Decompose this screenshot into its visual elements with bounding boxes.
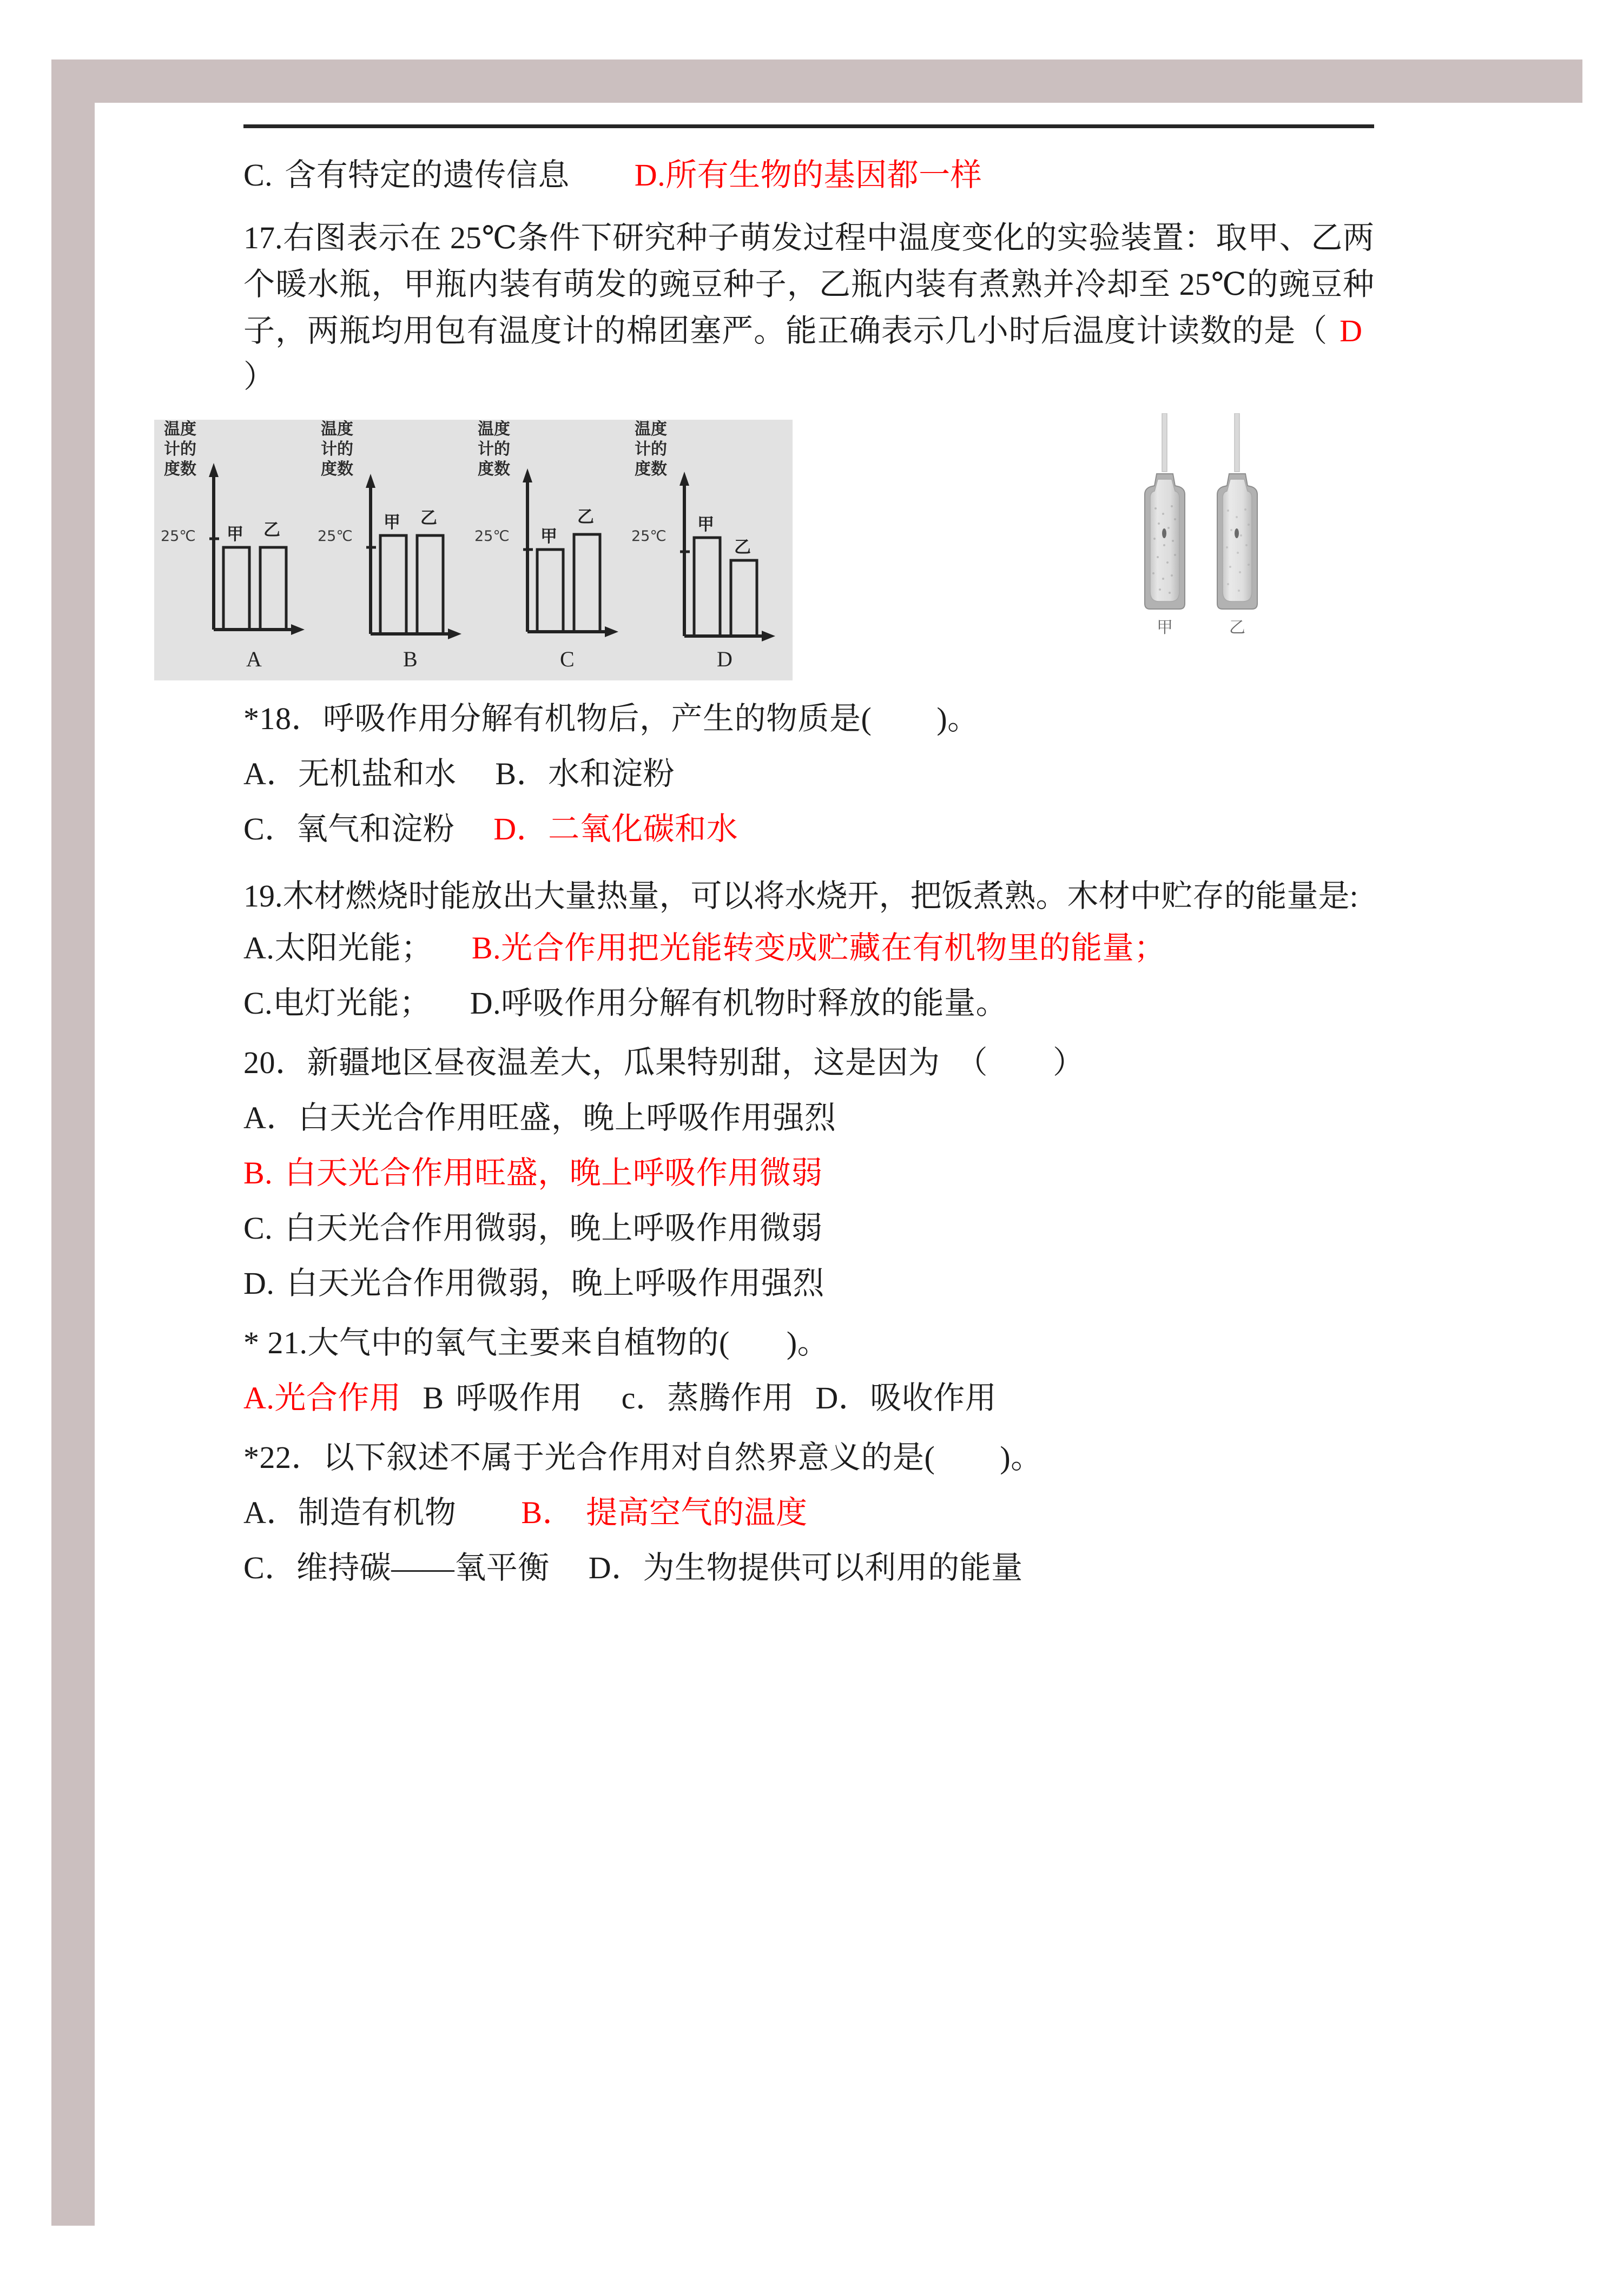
chart-c-bar-jia-label: 甲 xyxy=(540,527,557,547)
chart-d-plot xyxy=(630,413,790,674)
chart-b-bar-yi-label: 乙 xyxy=(420,508,437,528)
q16-option-d-text: 所有生物的基因都一样 xyxy=(665,157,982,193)
q18-option-d-text: 二氧化碳和水 xyxy=(548,811,738,847)
chart-b-plot xyxy=(316,413,476,674)
q18-options-ab xyxy=(243,758,1380,790)
chart-b-bar-jia-label: 甲 xyxy=(384,513,400,533)
q22-option-d-text: 为生物提供可以利用的能量 xyxy=(643,1550,1023,1586)
q21-stem: * 21.大气中的氧气主要来自植物的( )。 xyxy=(243,1325,829,1361)
chart-d-bar-jia-label: 甲 xyxy=(697,515,714,535)
chart-a-tick-25c: 25℃ xyxy=(161,528,196,545)
chart-a-bar-yi-label: 乙 xyxy=(263,520,280,540)
q17-answer: D xyxy=(1340,313,1362,348)
q18-options-cd xyxy=(243,813,1380,845)
q17-stem-text: 17.右图表示在 25℃条件下研究种子萌发过程中温度变化的实验装置：取甲、乙两个暖水瓶，甲瓶内装有萌发的豌豆种子，乙瓶内装有煮熟并冷却至 25℃的豌豆种子，两瓶均用包有温度计的棉团塞严。能正确表示几小时后温度计读数的是（ xyxy=(243,220,1374,348)
q19-option-b-text: 光合作用把光能转变成贮藏在有机物里的能量； xyxy=(501,930,1166,966)
q20-option-c xyxy=(243,1210,1380,1246)
q18-option-b-text: 水和淀粉 xyxy=(548,756,675,792)
q19-option-a-label: A. xyxy=(243,930,275,966)
q22-option-a-label: A． xyxy=(243,1495,298,1531)
chart-a xyxy=(160,413,319,674)
chart-c-axis-caption: 温度 计的 度数 xyxy=(478,420,510,479)
svg-text:甲: 甲 xyxy=(1157,618,1173,638)
q18-option-a-text: 无机盐和水 xyxy=(298,756,457,792)
q20-option-c-text: 白天光合作用微弱，晚上呼吸作用微弱 xyxy=(285,1210,823,1246)
q20-option-b xyxy=(243,1157,1380,1189)
q20-option-d-text: 白天光合作用微弱，晚上呼吸作用强烈 xyxy=(286,1266,824,1301)
chart-c-bar-yi-label: 乙 xyxy=(577,507,594,527)
chart-b xyxy=(316,413,476,674)
q16-option-d-label: D. xyxy=(634,157,666,193)
q18-stem: *18．呼吸作用分解有机物后，产生的物质是( )。 xyxy=(243,701,979,737)
header-rule xyxy=(243,124,1374,128)
q22-options-ab xyxy=(243,1497,1380,1529)
chart-d-tick-25c: 25℃ xyxy=(631,528,667,545)
chart-d xyxy=(630,413,790,674)
thermos-flasks-illustration xyxy=(1125,413,1288,684)
q22-option-d-label: D． xyxy=(588,1550,643,1586)
q21-option-d-text: 吸收作用 xyxy=(870,1380,997,1416)
q21-option-d-label: D． xyxy=(815,1380,870,1416)
q22-option-c-text: 维持碳——氧平衡 xyxy=(296,1550,550,1586)
q19-option-d-text: 呼吸作用分解有机物时释放的能量。 xyxy=(501,985,1008,1021)
q22-option-b-text: 提高空气的温度 xyxy=(586,1495,808,1531)
q19-option-d-label: D. xyxy=(470,985,502,1021)
chart-d-axis-caption: 温度 计的 度数 xyxy=(635,420,667,479)
q20-option-b-text: 白天光合作用旺盛，晚上呼吸作用微弱 xyxy=(285,1155,823,1191)
q18-option-b-label: B． xyxy=(495,756,549,792)
q19-option-a-text: 太阳光能； xyxy=(274,930,433,966)
q21-option-b-text: 呼吸作用 xyxy=(456,1380,583,1416)
q20-option-c-label: C. xyxy=(243,1210,273,1246)
q18-option-a-label: A． xyxy=(243,756,298,792)
q18-option-d-label: D． xyxy=(493,811,549,847)
chart-b-axis-caption: 温度 计的 度数 xyxy=(321,420,353,479)
q17-stem-tail: ） xyxy=(243,359,275,395)
q20-option-a-text: 白天光合作用旺盛，晚上呼吸作用强烈 xyxy=(298,1100,836,1136)
chart-c-letter: C xyxy=(560,647,575,672)
q18-option-c-label: C． xyxy=(243,811,296,847)
chart-c xyxy=(473,413,633,674)
q17-figure xyxy=(154,413,1290,689)
q19-options-ab xyxy=(243,932,1380,964)
q21-option-a-label: A. xyxy=(243,1380,275,1416)
q21-options xyxy=(243,1382,1380,1414)
document-content xyxy=(161,124,1380,1607)
chart-c-tick-25c: 25℃ xyxy=(474,528,510,545)
thermos-flasks-svg xyxy=(1125,413,1288,657)
q19-stem: 19.木材燃烧时能放出大量热量，可以将水烧开，把饭煮熟。木材中贮存的能量是: xyxy=(243,878,1358,914)
q22-option-a-text: 制造有机物 xyxy=(298,1495,457,1531)
chart-a-letter: A xyxy=(246,647,262,672)
q20-option-d xyxy=(243,1268,1380,1299)
q16-option-c-text: 含有特定的遗传信息 xyxy=(285,157,570,193)
q19-option-c-label: C. xyxy=(243,985,273,1021)
q21-option-b-label: B xyxy=(423,1380,444,1416)
q22-option-b-label: B． xyxy=(521,1495,575,1531)
q20-option-a xyxy=(243,1102,1380,1134)
q21-option-c-text: 蒸腾作用 xyxy=(667,1380,794,1416)
q20-option-a-label: A． xyxy=(243,1100,298,1136)
chart-a-axis-caption: 温度 计的 度数 xyxy=(164,420,196,479)
q22-option-c-label: C． xyxy=(243,1550,296,1586)
q20-option-d-label: D. xyxy=(243,1266,275,1301)
q17-stem xyxy=(243,215,1374,400)
q18-option-c-text: 氧气和淀粉 xyxy=(296,811,455,847)
q19-option-b-label: B. xyxy=(471,930,502,966)
q20-option-b-label: B. xyxy=(243,1155,273,1191)
chart-d-letter: D xyxy=(717,647,733,672)
q19-option-c-text: 电灯光能； xyxy=(273,985,431,1021)
q20-stem: 20．新疆地区昼夜温差大，瓜果特别甜，这是因为 （ ） xyxy=(243,1045,1085,1081)
q22-options-cd xyxy=(243,1552,1380,1584)
chart-b-letter: B xyxy=(403,647,418,672)
q21-option-a-text: 光合作用 xyxy=(274,1380,401,1416)
q22-stem: *22．以下叙述不属于光合作用对自然界意义的是( )。 xyxy=(243,1440,1043,1475)
q21-option-c-label: c． xyxy=(621,1380,668,1416)
q19-options-cd xyxy=(243,985,1380,1021)
chart-a-bar-jia-label: 甲 xyxy=(227,525,243,545)
q16-option-c-label: C. xyxy=(243,157,273,193)
svg-text:乙: 乙 xyxy=(1229,618,1245,638)
chart-d-bar-yi-label: 乙 xyxy=(734,538,751,558)
q16-options-line xyxy=(243,157,1380,193)
chart-b-tick-25c: 25℃ xyxy=(318,528,353,545)
